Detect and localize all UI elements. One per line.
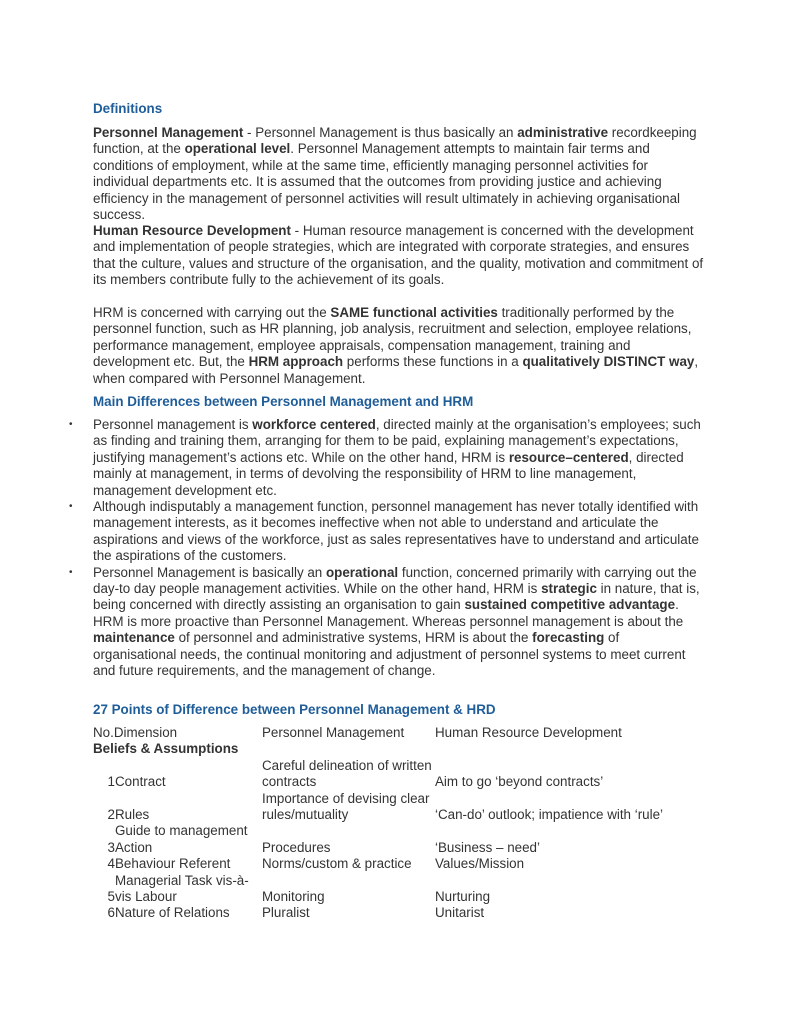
- pm-text-3: . Personnel Management attempts to maintain fair terms and conditions of employment, while at the same time, efficiently managing personnel activities for individual departments etc. It is assumed that the outcomes from providing justice and achieving efficiency in the management of personnel activities will result ultimately in achieving organisational success.: [93, 141, 681, 223]
- row-number: 3: [107, 839, 115, 855]
- b3-text-3: in nature, that is, being concerned with directly assisting an organisation to gain: [93, 581, 700, 613]
- row-hrd: ‘Business – need’: [435, 839, 540, 855]
- table-row: [93, 905, 715, 921]
- hrd-definition: [93, 223, 705, 289]
- hrd-term: Human Resource Development: [93, 223, 291, 238]
- row-personnel-management: Careful delineation of written contracts: [262, 757, 432, 790]
- row-dimension: Managerial Task vis-à-vis Labour: [115, 872, 249, 905]
- row-personnel-management: Procedures: [262, 839, 331, 855]
- table-header-row: [93, 725, 715, 741]
- header-hrd: Human Resource Development: [435, 725, 622, 740]
- row-dimension: Rules: [115, 807, 150, 823]
- b2-text-1: Although indisputably a management function, personnel management has never totally identified with management interests, as it becomes ineffective when not able to understand and articulate the aspirations and views of the workforce, just as sales representatives have to understand and articulate the aspirations of the customers.: [93, 499, 699, 564]
- header-no-dimension: No.Dimension: [93, 725, 178, 740]
- row-hrd: Aim to go ‘beyond contracts’: [435, 774, 604, 790]
- row-dimension: Nature of Relations: [115, 905, 230, 921]
- row-hrd: ‘Can-do’ outlook; impatience with ‘rule’: [435, 807, 664, 823]
- pm-text-1: - Personnel Management is thus basically an: [243, 125, 518, 140]
- header-personnel-management: Personnel Management: [262, 725, 405, 740]
- pm-term: Personnel Management: [93, 125, 244, 140]
- row-dimension: Guide to management Action: [115, 823, 248, 855]
- definitions-heading: Definitions: [93, 101, 163, 116]
- row-personnel-management: Norms/custom & practice: [262, 856, 412, 872]
- row-hrd: Unitarist: [435, 905, 485, 921]
- b1-text-2: , directed mainly at the organisation’s employees; such as finding and training them, arranging for them to be paid, explaining management’s expectations, justifying management’s actions etc. While on the other hand, HRM is: [93, 417, 701, 465]
- table-row: [93, 873, 715, 906]
- section-beliefs-assumptions: Beliefs & Assumptions: [93, 741, 239, 757]
- b3-bold-2: strategic: [541, 581, 597, 597]
- hrm-text-1: HRM is concerned with carrying out the: [93, 305, 331, 320]
- hrm-bold-3: qualitatively DISTINCT way: [522, 354, 695, 370]
- row-number: 6: [107, 905, 115, 921]
- row-hrd: Nurturing: [435, 889, 491, 905]
- points-heading: 27 Points of Difference between Personnel Management & HRD: [93, 702, 496, 717]
- table-row: [93, 856, 715, 872]
- row-number: 4: [107, 856, 115, 872]
- bullet-icon: •: [69, 419, 73, 430]
- row-personnel-management: Monitoring: [262, 889, 325, 905]
- hrd-text-1: - Human resource management is concerned with the development and implementation of people strategies, which are integrated with corporate strategies, and ensures that the culture, values and structure of the organisation, and the quality, motivation and commitment of its members contribute fully to the achievement of its goals.: [93, 223, 704, 288]
- b3-text-2: function, concerned primarily with carrying out the day-to day people management activities. While on the other hand, HRM is: [93, 564, 697, 597]
- bullet-icon: •: [69, 566, 73, 578]
- b1-text-1: Personnel management is: [93, 417, 253, 432]
- hrm-text-3: performs these functions in a: [343, 354, 523, 370]
- row-dimension: Contract: [115, 774, 166, 790]
- row-number: 1: [107, 774, 115, 790]
- b1-bold-2: resource–centered: [508, 449, 629, 465]
- row-personnel-management: Pluralist: [262, 905, 310, 921]
- table-row: [93, 791, 715, 824]
- hrm-paragraph: [93, 305, 705, 387]
- hrm-text-2: traditionally performed by the personnel function, such as HR planning, job analysis, recruitment and selection, employee relations, performance management, employee appraisals, compensation management, training and development etc. But, the: [93, 305, 692, 370]
- main-differences-heading: Main Differences between Personnel Management and HRM: [93, 394, 474, 409]
- row-hrd: Values/Mission: [435, 856, 525, 872]
- bullet-icon: •: [69, 501, 73, 513]
- row-dimension: Behaviour Referent: [115, 856, 231, 872]
- b3-p2-bold-1: maintenance: [93, 630, 175, 646]
- list-item: [69, 417, 705, 499]
- hrm-text-4: , when compared with Personnel Management.: [93, 354, 699, 386]
- list-item: [69, 564, 705, 680]
- list-item: [69, 499, 705, 565]
- table-row: [93, 758, 715, 791]
- pm-bold-2: operational level: [184, 141, 291, 157]
- table-section-row: [93, 741, 715, 757]
- b3-bold-3: sustained competitive advantage: [464, 597, 676, 613]
- b3-text-1: Personnel Management is basically an: [93, 564, 326, 580]
- differences-list: [69, 417, 705, 680]
- b3-p2-text-2: of personnel and administrative systems, HRM is about the: [174, 630, 533, 646]
- b3-text-4: .: [675, 597, 679, 613]
- b3-bold-1: operational: [325, 564, 399, 580]
- personnel-management-definition: [93, 125, 705, 223]
- b1-text-3: , directed mainly at management, in terms of devolving the responsibility of HRM to line management, management development etc.: [93, 449, 684, 498]
- b1-bold-1: workforce centered: [252, 417, 376, 432]
- points-table: [93, 725, 715, 922]
- hrm-bold-1: SAME functional activities: [330, 305, 498, 320]
- row-number: 5: [107, 889, 115, 905]
- pm-text-2: recordkeeping function, at the: [93, 125, 697, 157]
- b3-p2-text-1: HRM is more proactive than Personnel Management. Whereas personnel management is about the: [93, 613, 684, 629]
- b3-p2-bold-2: forecasting: [532, 630, 605, 646]
- row-personnel-management: Importance of devising clear rules/mutuality: [262, 790, 430, 823]
- table-row: [93, 823, 715, 856]
- b3-p2-text-3: of organisational needs, the continual monitoring and adjustment of personnel systems to meet current and future requirements, and the management of change.: [93, 630, 686, 679]
- pm-bold-1: administrative: [517, 125, 609, 140]
- row-number: 2: [107, 807, 115, 823]
- hrm-bold-2: HRM approach: [248, 354, 344, 370]
